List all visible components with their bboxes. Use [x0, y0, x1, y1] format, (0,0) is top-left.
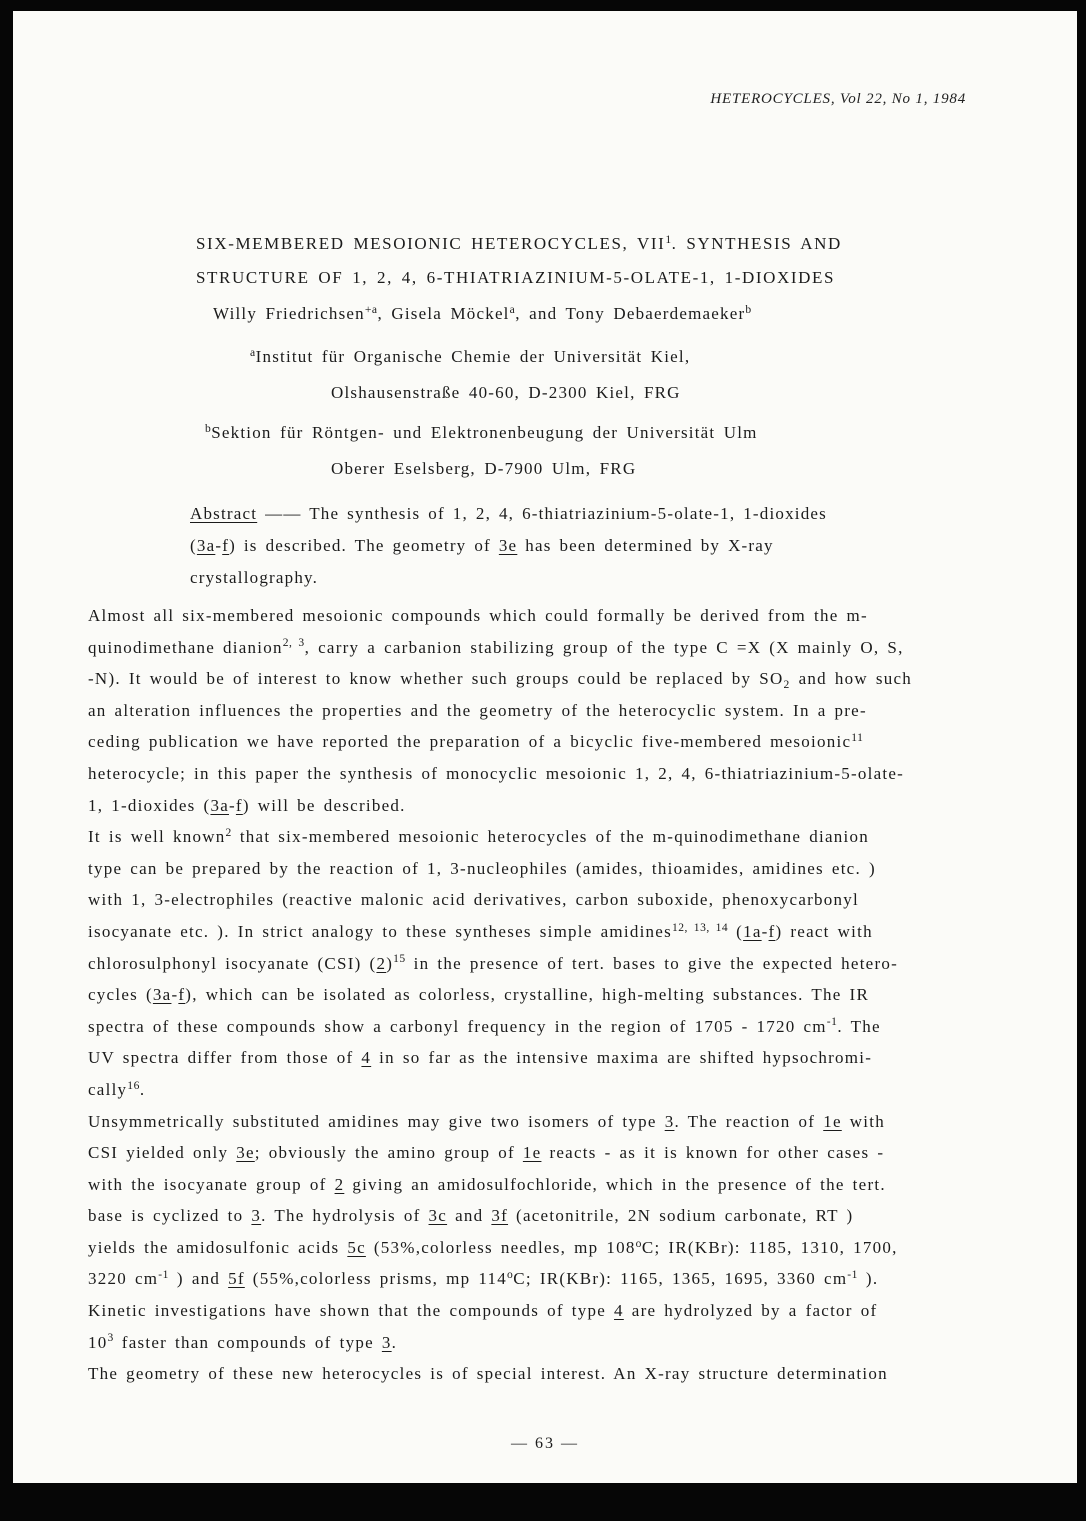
body-line: isocyanate etc. ). In strict analogy to these syntheses simple amidines$^{12, 13, 14}$ (1a-f) react with: [88, 920, 873, 941]
page-number: — 63 —: [511, 1435, 579, 1452]
body-line: with 1, 3-electrophiles (reactive malonic acid derivatives, carbon suboxide, phenoxycarbonyl: [88, 890, 859, 910]
body-line: yields the amidosulfonic acids 5c (53%,colorless needles, mp 108$^o$C; IR(KBr): 1185, 1310, 1700,: [88, 1236, 898, 1257]
body-line: The geometry of these new heterocycles is of special interest. An X-ray structure determination: [88, 1364, 888, 1384]
body-line: cally$^{16}$.: [88, 1078, 146, 1099]
body-line: an alteration influences the properties and the geometry of the heterocyclic system. In a pre-: [88, 700, 867, 720]
authors-line: Willy Friedrichsen$^{+a}$, Gisela Möckel$^a$, and Tony Debaerdemaeker$^b$: [213, 302, 752, 323]
body-line: CSI yielded only 3e; obviously the amino group of 1e reacts - as it is known for other cases -: [88, 1143, 885, 1163]
paper-title: [196, 227, 842, 295]
body-line: Unsymmetrically substituted amidines may give two isomers of type 3. The reaction of 1e with: [88, 1111, 885, 1131]
body-line: It is well known$^2$ that six-membered mesoionic heterocycles of the m-quinodimethane dianion: [88, 825, 869, 847]
affiliation-a-line-2: Olshausenstraße 40-60, D-2300 Kiel, FRG: [331, 383, 681, 402]
body-line: ceding publication we have reported the preparation of a bicyclic five-membered mesoionic$^{11}$: [88, 731, 864, 752]
body-line: UV spectra differ from those of 4 in so far as the intensive maxima are shifted hypsochromi-: [88, 1048, 873, 1068]
journal-page: [13, 11, 1077, 1483]
body-line: 1, 1-dioxides (3a-f) will be described.: [88, 795, 406, 815]
abstract: [190, 498, 827, 594]
affiliation-a-line-1: $^a$Institut für Organische Chemie der Universität Kiel,: [250, 345, 691, 366]
abstract-line: (3a-f) is described. The geometry of 3e has been determined by X-ray: [190, 536, 774, 555]
body-text: [88, 600, 912, 1390]
body-line: Kinetic investigations have shown that the compounds of type 4 are hydrolyzed by a factor of: [88, 1301, 878, 1321]
abstract-line: crystallography.: [190, 568, 319, 587]
body-line: heterocycle; in this paper the synthesis of monocyclic mesoionic 1, 2, 4, 6-thiatriazinium-5-olate-: [88, 763, 905, 783]
paper-title-line-1: SIX-MEMBERED MESOIONIC HETEROCYCLES, VII$^1$. SYNTHESIS AND: [196, 232, 842, 253]
body-line: with the isocyanate group of 2 giving an amidosulfochloride, which in the presence of the tert.: [88, 1174, 886, 1194]
abstract-line: Abstract —— The synthesis of 1, 2, 4, 6-thiatriazinium-5-olate-1, 1-dioxides: [190, 504, 827, 523]
body-line: Almost all six-membered mesoionic compounds which could formally be derived from the m-: [88, 606, 868, 625]
affiliation-b-line-2: Oberer Eselsberg, D-7900 Ulm, FRG: [331, 459, 637, 478]
body-line: 3220 $cm^{-1}$ ) and 5f (55%,colorless prisms, mp 114$^o$C; IR(KBr): 1165, 1365, 1695, 3360 $cm^{-1}$ ).: [88, 1268, 879, 1289]
body-line: $10^3$ faster than compounds of type 3.: [88, 1331, 398, 1352]
body-line: type can be prepared by the reaction of 1, 3-nucleophiles (amides, thioamides, amidines etc. ): [88, 858, 876, 878]
body-line: cycles (3a-f), which can be isolated as colorless, crystalline, high-melting substances. The IR: [88, 985, 870, 1005]
paper-title-line-2: STRUCTURE OF 1, 2, 4, 6-THIATRIAZINIUM-5-OLATE-1, 1-DIOXIDES: [196, 268, 836, 287]
journal-header: HETEROCYCLES, Vol 22, No 1, 1984: [710, 91, 966, 107]
body-line: -N). It would be of interest to know whether such groups could be replaced by $SO_2$ and how such: [88, 669, 913, 692]
body-line: spectra of these compounds show a carbonyl frequency in the region of 1705 - 1720 $cm^{-1}$. The: [88, 1015, 881, 1036]
body-line: chlorosulphonyl isocyanate (CSI) $(2)^{15}$ in the presence of tert. bases to give the expected hetero-: [88, 952, 899, 973]
body-line: quinodimethane dianion$^{2, 3}$, carry a carbanion stabilizing group of the type C =X (X mainly O, S,: [88, 636, 904, 657]
body-line: base is cyclized to 3. The hydrolysis of 3c and 3f (acetonitrile, 2N sodium carbonate, RT ): [88, 1206, 854, 1226]
affiliation-b-line-1: $^b$Sektion für Röntgen- und Elektronenbeugung der Universität Ulm: [205, 421, 758, 442]
